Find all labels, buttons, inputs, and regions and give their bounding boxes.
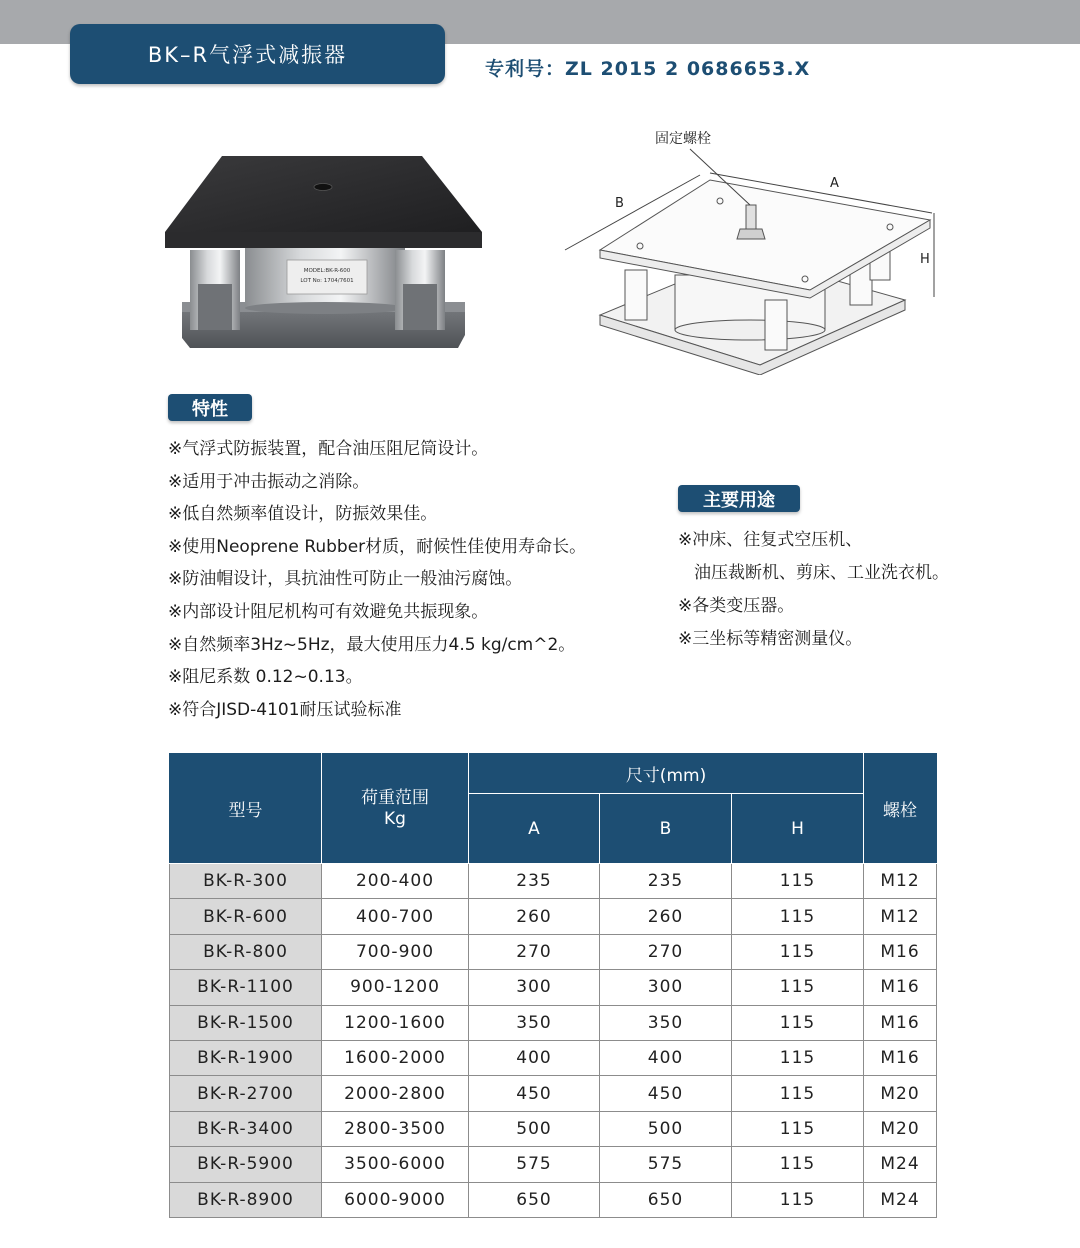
dim-a-label: A (830, 176, 839, 191)
cell-a: 270 (469, 934, 600, 969)
table-row (170, 1040, 937, 1075)
spec-table-body (170, 864, 937, 1218)
cell-h: 115 (732, 864, 864, 899)
cell-bolt: M16 (864, 1040, 937, 1075)
cell-model: BK-R-600 (170, 899, 322, 934)
cell-load-range: 200-400 (322, 864, 469, 899)
cell-a: 650 (469, 1182, 600, 1217)
table-row (170, 1147, 937, 1182)
cell-load-range: 700-900 (322, 934, 469, 969)
cell-load-range: 900-1200 (322, 970, 469, 1005)
cell-bolt: M16 (864, 1005, 937, 1040)
feature-item: ※气浮式防振装置，配合油压阻尼筒设计。 (168, 439, 489, 459)
dim-h-label: H (920, 252, 930, 267)
table-row (170, 970, 937, 1005)
header-load-range-label: 荷重范围 (361, 787, 429, 808)
cell-h: 115 (732, 934, 864, 969)
cell-a: 235 (469, 864, 600, 899)
cell-bolt: M24 (864, 1147, 937, 1182)
title-tab (70, 24, 445, 84)
cell-b: 235 (600, 864, 732, 899)
photo-label-model: MODEL:BK-R-600 (303, 268, 351, 274)
cell-h: 115 (732, 1005, 864, 1040)
feature-item: ※使用Neoprene Rubber材质，耐候性佳使用寿命长。 (168, 536, 587, 557)
cell-a: 450 (469, 1076, 600, 1111)
cell-a: 260 (469, 899, 600, 934)
dim-b-label: B (615, 196, 624, 211)
feature-item: ※自然频率3Hz~5Hz，最大使用压力4.5 kg/cm^2。 (168, 634, 576, 655)
header-load-unit: Kg (384, 808, 406, 829)
feature-item: ※符合JISD-4101耐压试验标准 (168, 699, 402, 720)
bolt-label: 固定螺栓 (655, 131, 711, 147)
cell-a: 575 (469, 1147, 600, 1182)
feature-item: ※内部设计阻尼机构可有效避免共振现象。 (168, 601, 489, 622)
features-heading: 特性 (168, 394, 252, 421)
usage-item: ※冲床、往复式空压机、 (678, 530, 863, 550)
cell-h: 115 (732, 1147, 864, 1182)
usage-item: 油压裁断机、剪床、工业洗衣机。 (694, 563, 949, 583)
usage-item: ※三坐标等精密测量仪。 (678, 629, 863, 649)
table-row (170, 1111, 937, 1146)
cell-load-range: 1600-2000 (322, 1040, 469, 1075)
cell-b: 500 (600, 1111, 732, 1146)
usage-heading: 主要用途 (678, 485, 800, 512)
spec-table (169, 753, 937, 1218)
cell-h: 115 (732, 899, 864, 934)
header-bolt: 螺栓 (864, 754, 937, 864)
cell-load-range: 1200-1600 (322, 1005, 469, 1040)
cell-a: 300 (469, 970, 600, 1005)
cell-load-range: 3500-6000 (322, 1147, 469, 1182)
table-row (170, 1005, 937, 1040)
header-b: B (600, 794, 732, 864)
cell-b: 270 (600, 934, 732, 969)
cell-bolt: M20 (864, 1111, 937, 1146)
features-list (168, 433, 586, 726)
table-row (170, 1076, 937, 1111)
cell-model: BK-R-2700 (170, 1076, 322, 1111)
usage-item: ※各类变压器。 (678, 596, 795, 616)
cell-b: 350 (600, 1005, 732, 1040)
cell-h: 115 (732, 1076, 864, 1111)
cell-b: 260 (600, 899, 732, 934)
cell-a: 350 (469, 1005, 600, 1040)
header-load-range (322, 754, 469, 864)
cell-b: 450 (600, 1076, 732, 1111)
cell-bolt: M20 (864, 1076, 937, 1111)
cell-model: BK-R-300 (170, 864, 322, 899)
usage-list (678, 524, 949, 656)
patent-number: 专利号：ZL 2015 2 0686653.X (485, 58, 811, 80)
cell-model: BK-R-5900 (170, 1147, 322, 1182)
cell-model: BK-R-3400 (170, 1111, 322, 1146)
page-title: BK–R气浮式减振器 (147, 43, 348, 67)
cell-load-range: 2000-2800 (322, 1076, 469, 1111)
header-model: 型号 (170, 754, 322, 864)
photo-label-lot: LOT No: 1704/7601 (300, 278, 354, 284)
cell-model: BK-R-1900 (170, 1040, 322, 1075)
cell-a: 400 (469, 1040, 600, 1075)
cell-a: 500 (469, 1111, 600, 1146)
cell-h: 115 (732, 1040, 864, 1075)
table-row (170, 899, 937, 934)
cell-load-range: 6000-9000 (322, 1182, 469, 1217)
cell-bolt: M24 (864, 1182, 937, 1217)
cell-model: BK-R-1500 (170, 1005, 322, 1040)
cell-b: 300 (600, 970, 732, 1005)
feature-item: ※低自然频率值设计，防振效果佳。 (168, 504, 438, 525)
cell-model: BK-R-800 (170, 934, 322, 969)
table-row (170, 1182, 937, 1217)
cell-load-range: 400-700 (322, 899, 469, 934)
table-row (170, 864, 937, 899)
feature-item: ※适用于冲击振动之消除。 (168, 471, 370, 492)
cell-b: 575 (600, 1147, 732, 1182)
cell-bolt: M16 (864, 934, 937, 969)
cell-bolt: M12 (864, 899, 937, 934)
cell-bolt: M16 (864, 970, 937, 1005)
cell-load-range: 2800-3500 (322, 1111, 469, 1146)
cell-bolt: M12 (864, 864, 937, 899)
cell-b: 400 (600, 1040, 732, 1075)
cell-model: BK-R-1100 (170, 970, 322, 1005)
feature-item: ※阻尼系数 0.12~0.13。 (168, 667, 363, 688)
product-photo (160, 150, 490, 355)
cell-model: BK-R-8900 (170, 1182, 322, 1217)
feature-item: ※防油帽设计，具抗油性可防止一般油污腐蚀。 (168, 569, 523, 590)
header-dimensions: 尺寸(mm) (469, 754, 864, 794)
header-h: H (732, 794, 864, 864)
table-row (170, 934, 937, 969)
cell-h: 115 (732, 1182, 864, 1217)
dimension-drawing (560, 125, 950, 375)
cell-b: 650 (600, 1182, 732, 1217)
header-a: A (469, 794, 600, 864)
cell-h: 115 (732, 1111, 864, 1146)
cell-h: 115 (732, 970, 864, 1005)
